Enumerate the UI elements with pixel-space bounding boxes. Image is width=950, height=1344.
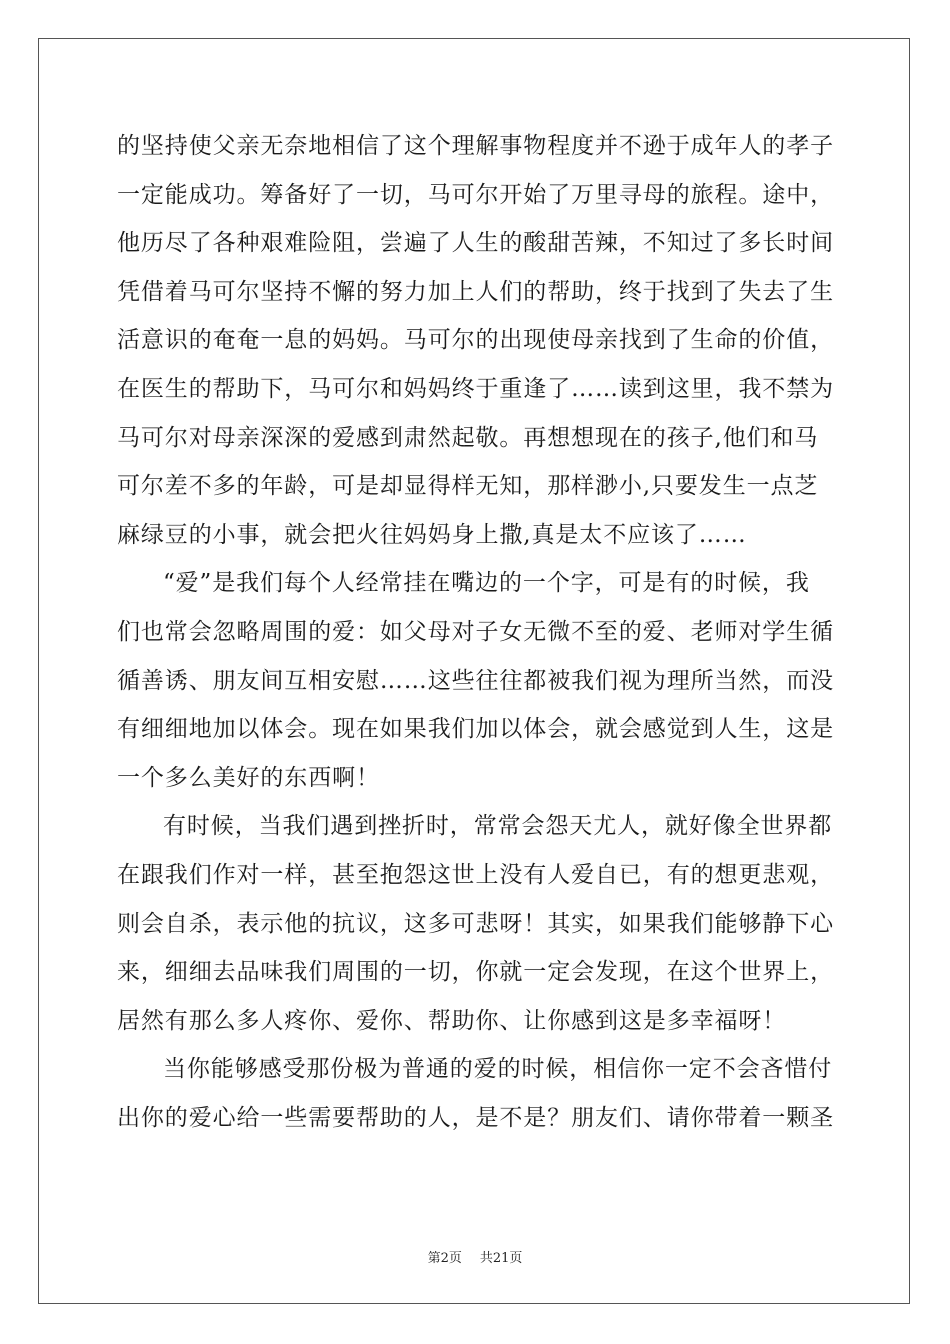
text-line: 一定能成功。筹备好了一切，马可尔开始了万里寻母的旅程。途中， <box>117 181 834 208</box>
page-total: 共21页 <box>479 1251 523 1266</box>
text-line: 居然有那么多人疼你、爱你、帮助你、让你感到这是多幸福呀！ <box>117 1007 787 1034</box>
text-line: 来，细细去品味我们周围的一切，你就一定会发现，在这个世界上， <box>117 959 834 986</box>
text-line: 可尔差不多的年龄，可是却显得样无知，那样渺小,只要发生一点芝 <box>117 473 819 500</box>
text-line: 则会自杀，表示他的抗议，这多可悲呀！其实，如果我们能够静下心 <box>117 910 834 937</box>
text-line: 的坚持使父亲无奈地相信了这个理解事物程度并不逊于成年人的孝子 <box>117 133 834 159</box>
text-line: 有时候，当我们遇到挫折时，常常会怨天尤人，就好像全世界都 <box>163 813 833 840</box>
text-line: 们也常会忽略周围的爱：如父母对子女无微不至的爱、老师对学生循 <box>117 618 834 645</box>
text-line: 有细细地加以体会。现在如果我们加以体会，就会感觉到人生，这是 <box>117 716 834 743</box>
text-line: 麻绿豆的小事，就会把火往妈妈身上撒,真是太不应该了…… <box>117 521 747 548</box>
text-line: 出你的爱心给一些需要帮助的人，是不是？朋友们、请你带着一颗圣 <box>117 1104 834 1131</box>
text-line: 当你能够感受那份极为普通的爱的时候，相信你一定不会吝惜付 <box>163 1056 833 1083</box>
text-line: 马可尔对母亲深深的爱感到肃然起敬。再想想现在的孩子,他们和马 <box>117 424 819 451</box>
text-line: 他历尽了各种艰难险阻，尝遍了人生的酸甜苦辣，不知过了多长时间 <box>117 230 834 257</box>
text-line: 在跟我们作对一样，甚至抱怨这世上没有人爱自已，有的想更悲观， <box>117 861 834 888</box>
text-line: 活意识的奄奄一息的妈妈。马可尔的出现使母亲找到了生命的价值， <box>117 327 834 354</box>
text-line: 凭借着马可尔坚持不懈的努力加上人们的帮助，终于找到了失去了生 <box>117 278 834 305</box>
text-line: 在医生的帮助下，马可尔和妈妈终于重逢了……读到这里，我不禁为 <box>117 375 834 402</box>
page-footer <box>0 1247 950 1266</box>
text-line: 一个多么美好的东西啊！ <box>117 764 380 791</box>
text-line: “爱”是我们每个人经常挂在嘴边的一个字，可是有的时候，我 <box>163 570 810 597</box>
page-number: 第2页 <box>427 1251 462 1266</box>
document-body <box>117 122 835 1142</box>
text-line: 循善诱、朋友间互相安慰……这些往往都被我们视为理所当然，而没 <box>117 667 834 694</box>
